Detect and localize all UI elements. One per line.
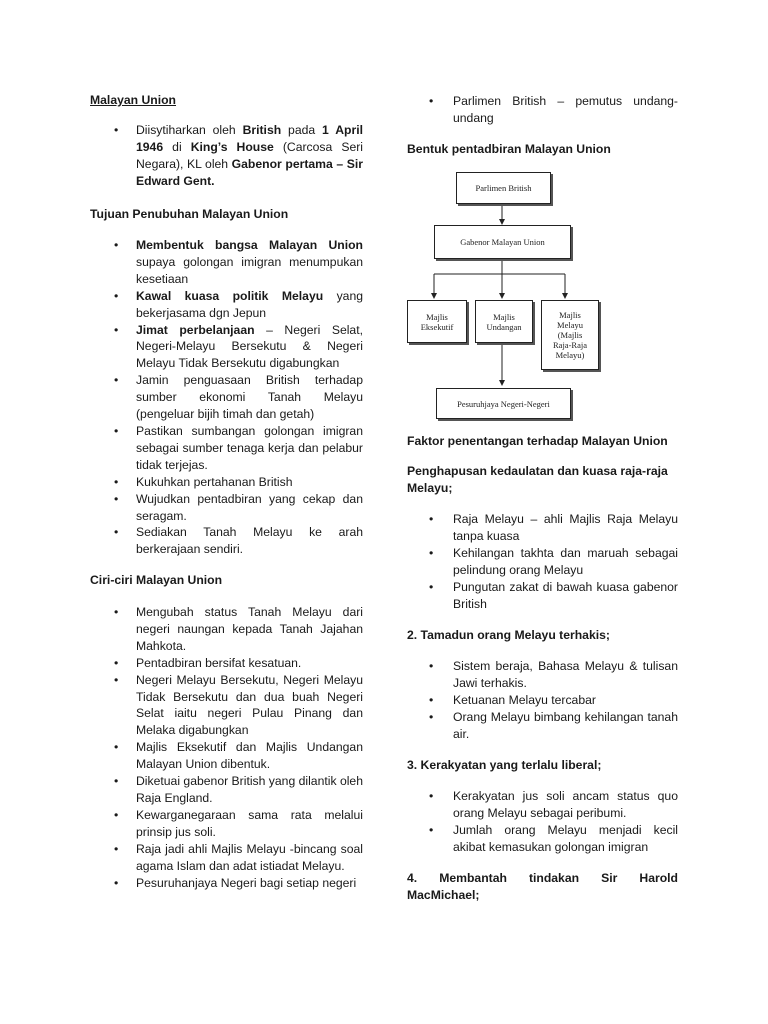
- text: Pesuruhanjaya Negeri bagi setiap negeri: [136, 875, 357, 890]
- list-item: [407, 709, 678, 743]
- text: Sediakan Tanah Melayu ke arah berkerajaan sendiri.: [136, 525, 363, 557]
- list-item-text: Jumlah orang Melayu menjadi kecil akibat kemasukan golongan imigran: [453, 822, 678, 854]
- factor-2-title: 2. Tamadun orang Melayu terhakis;: [407, 628, 610, 642]
- list-item-text: Kerakyatan jus soli ancam status quo orang Melayu sebagai peribumi.: [453, 789, 678, 820]
- list-item: [90, 875, 363, 892]
- box-line: Melayu: [557, 320, 583, 330]
- list-item: [90, 655, 363, 672]
- text: pada: [281, 123, 323, 137]
- box-parlimen-british: Parlimen British: [456, 172, 551, 204]
- list-item-text: Raja Melayu – ahli Majlis Raja Melayu tanpa kuasa: [453, 512, 678, 543]
- list-item: [90, 807, 363, 841]
- intro-list: [90, 122, 363, 190]
- text: (Carcosa Seri Negara), KL oleh: [136, 139, 364, 171]
- text: supaya golongan imigran menumpukan kesetiaan: [136, 254, 363, 286]
- box-line: Raja-Raja: [553, 340, 587, 350]
- ciri-list: [90, 604, 363, 891]
- factor-3-list: [407, 788, 678, 856]
- box-line: Eksekutif: [420, 321, 454, 332]
- list-item: [90, 739, 363, 773]
- text: Raja jadi ahli Majlis Melayu -bincang soal agama Islam dan adat istiadat Melayu.: [136, 841, 363, 873]
- tujuan-list: [90, 237, 363, 558]
- list-item: [90, 524, 363, 558]
- list-item: [407, 93, 678, 127]
- box-majlis-undangan: [475, 300, 533, 343]
- section-title-tujuan: Tujuan Penubuhan Malayan Union: [90, 207, 289, 221]
- factor-1-list: [407, 511, 678, 612]
- list-item: [90, 841, 363, 875]
- text: Diketuai gabenor British yang dilantik oleh Raja England.: [136, 774, 363, 805]
- text: Kukuhkan pertahanan British: [136, 474, 293, 489]
- list-item: [90, 122, 363, 190]
- section-title-ciri: Ciri-ciri Malayan Union: [90, 573, 223, 587]
- box-line: Majlis: [493, 311, 515, 322]
- list-item: [90, 372, 363, 423]
- list-item: [90, 491, 363, 525]
- bold-text: Kawal kuasa politik Melayu: [136, 288, 324, 303]
- list-item: [407, 692, 678, 709]
- factor-2-list: [407, 658, 678, 743]
- bold-text: Membentuk bangsa Malayan Union: [136, 238, 363, 252]
- diagram-connectors: [407, 170, 607, 422]
- list-item: [90, 773, 363, 807]
- box-majlis-eksekutif: [407, 300, 467, 343]
- text: – Negeri Selat, Negeri-Melayu Bersekutu & Negeri Melayu Tidak Bersekutu digabungkan: [136, 322, 363, 371]
- bold-text: British: [242, 123, 282, 137]
- bold-text: Gabenor pertama – Sir Edward Gent.: [136, 156, 363, 188]
- list-item-text: Pungutan zakat di bawah kuasa gabenor British: [453, 579, 678, 611]
- bold-text: King’s House: [190, 139, 274, 154]
- bold-text: Jimat perbelanjaan: [136, 322, 255, 337]
- list-item: [90, 672, 363, 740]
- factor-1-title: Penghapusan kedaulatan dan kuasa raja-raja Melayu;: [407, 464, 668, 495]
- box-pesuruhjaya: Pesuruhjaya Negeri-Negeri: [436, 388, 571, 419]
- box-line: Melayu): [555, 350, 585, 360]
- section-title-faktor: Faktor penentangan terhadap Malayan Union: [407, 434, 668, 448]
- factor-4-title: 4. Membantah tindakan Sir Harold MacMichael;: [407, 871, 678, 902]
- list-item-text: Parlimen British – pemutus undang-undang: [453, 94, 678, 125]
- box-line: Majlis: [559, 310, 581, 320]
- text: yang bekerjasama dgn Jepun: [136, 288, 363, 320]
- box-line: Undangan: [486, 321, 522, 332]
- text: Jamin penguasaan British terhadap sumber ekonomi Tanah Melayu (pengeluar bijih timah dan getah): [136, 373, 363, 422]
- parlimen-list: [407, 93, 678, 127]
- text: di: [163, 139, 191, 154]
- text: Diisytiharkan oleh: [136, 123, 243, 137]
- list-item: [90, 474, 363, 491]
- list-item-text: Kehilangan takhta dan maruah sebagai pelindung orang Melayu: [453, 545, 678, 577]
- list-item: [90, 322, 363, 373]
- list-item: [407, 658, 678, 692]
- list-item: [407, 511, 678, 545]
- box-line: (Majlis: [557, 330, 583, 340]
- list-item: [90, 604, 363, 655]
- box-line: Majlis: [426, 311, 448, 322]
- text: Negeri Melayu Bersekutu, Negeri Melayu Tidak Bersekutu dan dua buah Negeri Selat iaitu negeri Pulau Pinang dan Melaka digabungkan: [136, 672, 363, 738]
- list-item-text: Sistem beraja, Bahasa Melayu & tulisan Jawi terhakis.: [453, 659, 678, 690]
- text: Kewarganegaraan sama rata melalui prinsip jus soli.: [136, 807, 363, 839]
- text: Mengubah status Tanah Melayu dari negeri naungan kepada Tanah Jajahan Mahkota.: [136, 605, 363, 653]
- text: Pastikan sumbangan golongan imigran sebagai sumber tenaga kerja dan pelabur tidak terjejas.: [136, 423, 363, 472]
- list-item: [407, 579, 678, 613]
- text: Wujudkan pentadbiran yang cekap dan seragam.: [136, 491, 363, 523]
- list-item: [407, 788, 678, 822]
- text: Pentadbiran bersifat kesatuan.: [136, 655, 302, 670]
- factor-3-title: 3. Kerakyatan yang terlalu liberal;: [407, 758, 602, 772]
- section-title-bentuk: Bentuk pentadbiran Malayan Union: [407, 142, 611, 156]
- text: Majlis Eksekutif dan Majlis Undangan Malayan Union dibentuk.: [136, 740, 363, 772]
- list-item: [90, 288, 363, 322]
- list-item: [90, 423, 363, 474]
- list-item-text: Orang Melayu bimbang kehilangan tanah air.: [453, 709, 678, 741]
- section-title-malayan-union: Malayan Union: [90, 93, 177, 107]
- list-item: [90, 237, 363, 288]
- list-item: [407, 822, 678, 856]
- list-item: [407, 545, 678, 579]
- list-item-text: Ketuanan Melayu tercabar: [453, 692, 596, 707]
- box-gabenor: Gabenor Malayan Union: [434, 225, 571, 259]
- bold-text: 1 April 1946: [136, 123, 364, 154]
- box-majlis-melayu: [541, 300, 599, 370]
